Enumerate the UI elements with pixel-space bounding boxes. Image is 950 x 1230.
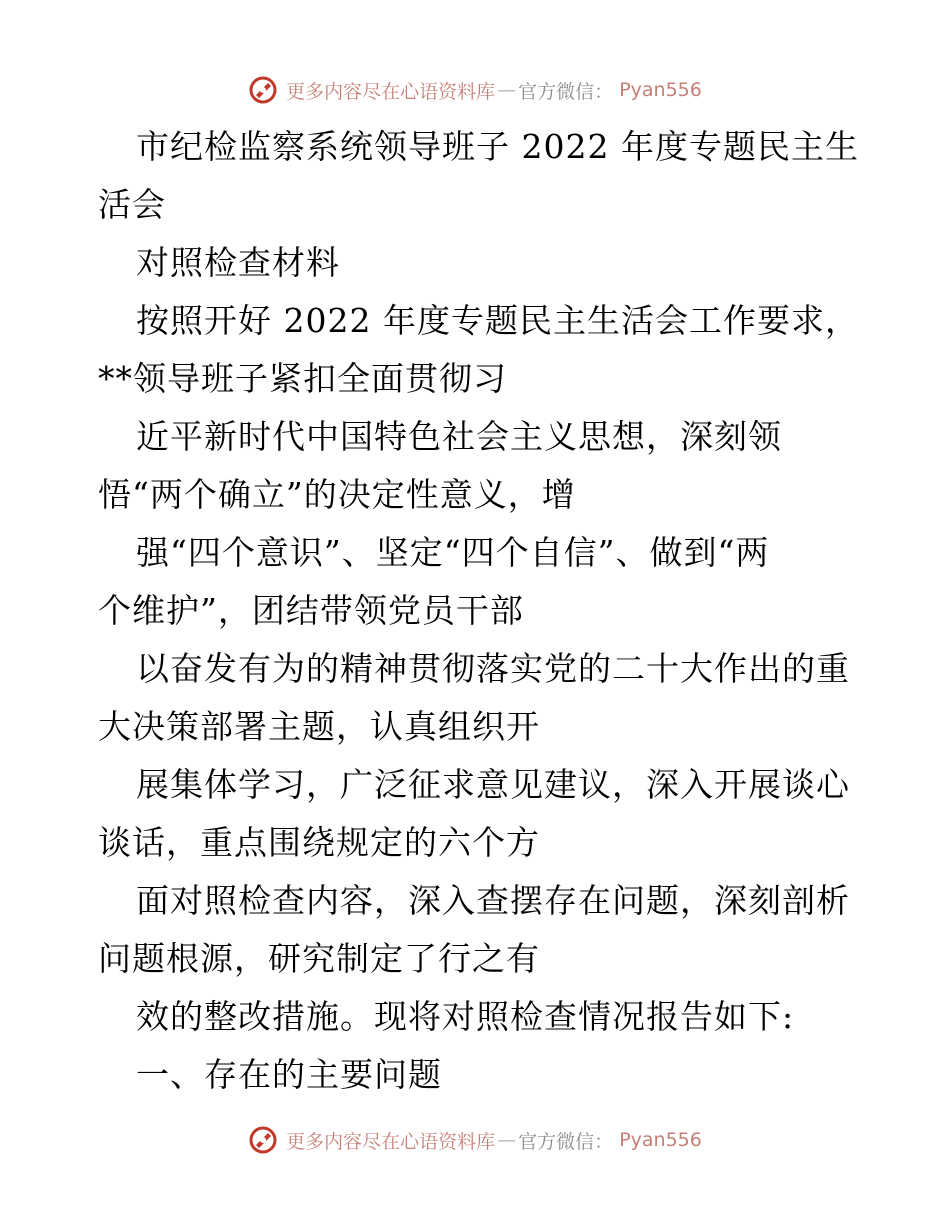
doc-line: 一、存在的主要问题: [136, 1055, 442, 1094]
doc-line: 市纪检监察系统领导班子 2022 年度专题民主生: [136, 127, 859, 166]
watermark-header: [0, 70, 950, 110]
watermark-dash: —: [497, 1129, 517, 1151]
doc-line: 展集体学习，广泛征求意见建议，深入开展谈心: [136, 765, 850, 804]
doc-line: 个维护”，团结带领党员干部: [98, 591, 524, 630]
watermark-text: 更多内容尽在心语资料库: [286, 1130, 496, 1153]
doc-line: 活会: [98, 185, 166, 224]
watermark-footer: [0, 1120, 950, 1160]
doc-line: 对照检查材料: [136, 243, 340, 282]
doc-line: 按照开好 2022 年度专题民主生活会工作要求，: [136, 301, 859, 340]
watermark-wechat-id: Pyan556: [619, 1129, 702, 1151]
doc-line: 大决策部署主题，认真组织开: [98, 707, 540, 746]
brand-logo-icon: [248, 1125, 278, 1155]
brand-logo-icon: [248, 75, 278, 105]
watermark-label: 官方微信：: [518, 80, 614, 103]
doc-line: 效的整改措施。现将对照检查情况报告如下:: [136, 997, 795, 1036]
watermark-label: 官方微信：: [518, 1130, 614, 1153]
doc-line: 面对照检查内容，深入查摆存在问题，深刻剖析: [136, 881, 850, 920]
watermark-wechat-id: Pyan556: [619, 79, 702, 101]
doc-line: 近平新时代中国特色社会主义思想，深刻领: [136, 417, 782, 456]
watermark-dash: —: [497, 79, 517, 101]
doc-line: 谈话，重点围绕规定的六个方: [98, 823, 540, 862]
document-body: [98, 118, 858, 1104]
doc-line: 以奋发有为的精神贯彻落实党的二十大作出的重: [136, 649, 850, 688]
watermark-text: 更多内容尽在心语资料库: [286, 80, 496, 103]
doc-line: 问题根源，研究制定了行之有: [98, 939, 540, 978]
doc-line: 悟“两个确立”的决定性意义，增: [98, 475, 576, 514]
doc-line: **领导班子紧扣全面贯彻习: [98, 359, 507, 398]
doc-line: 强“四个意识”、坚定“四个自信”、做到“两: [136, 533, 770, 572]
